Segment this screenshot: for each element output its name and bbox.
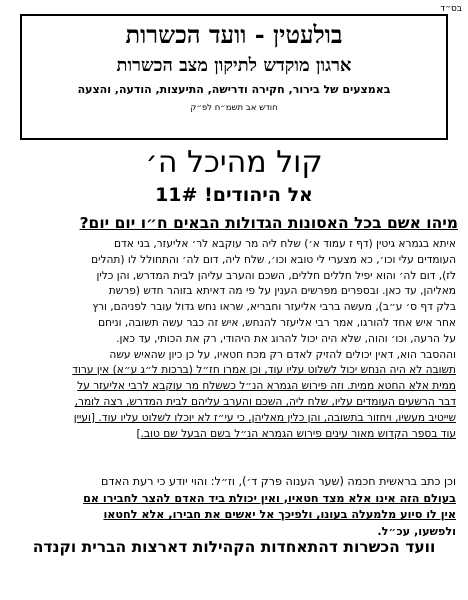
quote-line: ולפשעו, עכ״ל. [377, 524, 456, 538]
body-line: העומדים עלי וכו׳, כא מצערי לי טובא וכו׳, שלח ליה, דום לה׳ והתחולל לו (תהלים [91, 253, 456, 266]
body-line: בלק דף ס׳ ע״ב), מעשה ברבי אליעזר וחבריא, שראו נחש גדול עובר לפניהם, ורץ [92, 301, 456, 314]
body-line: אחר איש אחד להורגו, אמר רבי אליעזר להנחש, איש זה כבר עשה תשובה, וניחם [98, 316, 456, 329]
body-paragraph [12, 237, 456, 442]
body-line: וההסבר הוא, דאין יכולים להזיק לאדם רק מכח חטאיו, על כן כיון שהאיש עשה [109, 348, 456, 361]
main-title: קול מהיכל ה׳ [145, 145, 323, 180]
footer-signature: וועד הכשרות דהתאחדות הקהילות דארצות הברית וקנדה [32, 538, 436, 556]
quote-line: בעולם הזה אינו אלא מצד חטאיו, ואין יכולת ביד האדם להצר לחבירו אם [83, 491, 456, 505]
quote-line: וכן כתב בראשית חכמה (שער הענוה פרק ד׳), וז״ל: והוי יודע כי רעת האדם [100, 475, 456, 488]
body-line: שייטיב מעשיו, ויחזור בתשובה, והן כלין מאליהן, כי עי״ז לא יוכלו לשלוט עליו עוד. [ועיין [73, 411, 456, 424]
header-means: באמצעים של בירור, חקירה ודרישה, התיעצות, הודעה, והצעה [77, 83, 391, 96]
quote-line: אין לו סיוע מלמעלה בעונו, ולפיכך אל יאשים את חבירו, אלא לחטאו [103, 508, 456, 522]
quote-paragraph [12, 474, 456, 540]
header-title: בולעטין - וועד הכשרות [125, 20, 343, 49]
body-line: ממית אלא החטא ממית. וזה פירוש הגמרא הנ״ל כששלח מר עוקבא לרבי אליעזר על [77, 380, 456, 393]
body-line: לז), דום לה׳ והוא יפיל חללים חללים, השכם והערב עליהן לבית המדרש, והן כלין [96, 269, 456, 282]
body-line: תשובה לא היה הנחש יכול לשלוט עליו עוד, וכן אמרו חז״ל (ברכות ל״ג ע״א) אין ערוד [72, 364, 456, 377]
body-line: מאליהן, עד כאן. ובספרים מפרשים הענין על פי מה דאיתא בזוהר חדש (פרשת [108, 285, 456, 298]
header-subtitle: ארגון מוקדש לתיקון מצב הכשרות [116, 55, 352, 76]
body-line: עוד בספר הקדוש מאור עינים פירוש הגמרא הנ״ל בשם הבעל שם טוב.] [136, 427, 456, 440]
subtitle: אל היהודים! 11# [155, 184, 313, 206]
body-line: על הרעה, וכו׳ והוה, שלא היה יכול להרוג את היהודי, רק את הכותי, עד כאן. [116, 332, 456, 345]
header-date: חודש אב תשמ״ח לפ״ק [190, 103, 278, 113]
header-box [20, 14, 448, 140]
question-heading: מיהו אשם בכל האסונות הגדולות הבאים ח״ו יום יום? [79, 214, 458, 232]
body-line: דבר הרשעים העומדים עליו, שלח ליה, השכם והערב עליהם לבית המדרש, רצה לומר, [74, 395, 456, 408]
body-line: איתא בגמרא גיטין (דף ז עמוד א׳) שלח ליה מר עוקבא לר׳ אליעזר, בני אדם [113, 238, 456, 250]
corner-mark: בס״ד [440, 4, 462, 14]
